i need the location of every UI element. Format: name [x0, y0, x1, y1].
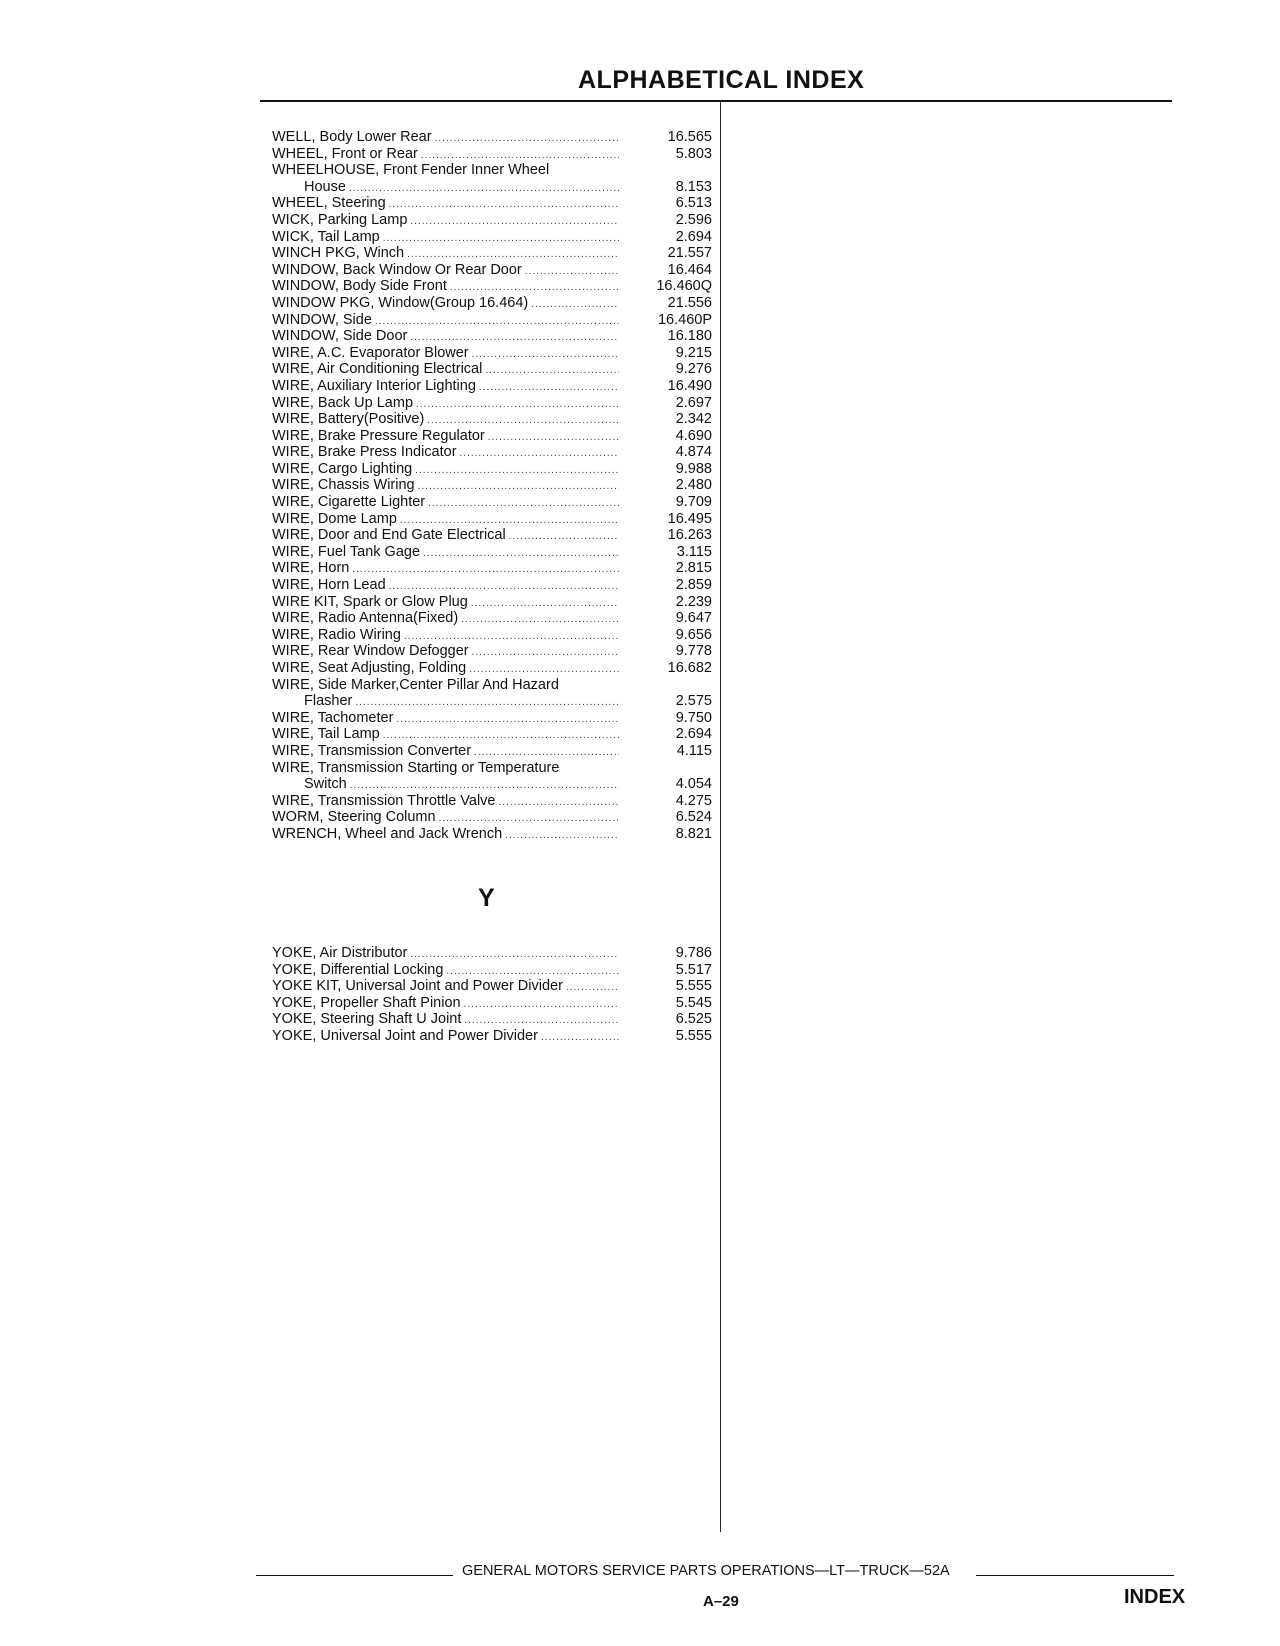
index-list-w	[272, 129, 720, 843]
entry-text: YOKE, Air Distributor	[272, 945, 408, 961]
entry-text: WIRE, Auxiliary Interior Lighting	[272, 377, 476, 394]
index-entry	[272, 809, 720, 826]
dot-leader	[472, 347, 619, 364]
entry-ref: 4.115	[676, 742, 712, 759]
entry-text: WINDOW, Side	[272, 311, 372, 328]
entry-text: WIRE, Rear Window Defogger	[272, 643, 469, 660]
column-divider	[720, 102, 721, 1532]
dot-leader	[488, 430, 619, 447]
index-entry	[272, 494, 720, 511]
entry-text: YOKE KIT, Universal Joint and Power Divider	[272, 978, 563, 995]
entry-text: YOKE, Differential Locking	[272, 961, 444, 978]
dot-leader	[485, 363, 619, 380]
index-entry	[272, 594, 720, 611]
index-entry	[272, 345, 720, 362]
dot-leader	[541, 1030, 619, 1047]
entry-ref: 5.545	[675, 994, 712, 1011]
entry-text: YOKE, Universal Joint and Power Divider	[272, 1027, 538, 1044]
section-letter-y: Y	[478, 884, 495, 912]
index-entry	[272, 395, 720, 412]
dot-leader	[352, 562, 619, 579]
entry-text: WIRE, Transmission Converter	[272, 742, 472, 759]
dot-leader	[416, 397, 619, 414]
entry-ref: 4.690	[675, 427, 712, 444]
entry-ref: 9.647	[675, 610, 712, 627]
entry-ref: 16.460P	[657, 311, 712, 328]
dot-leader	[460, 446, 619, 463]
entry-ref: 21.556	[667, 294, 712, 311]
index-entry	[272, 527, 720, 544]
entry-ref: 9.750	[675, 709, 712, 726]
index-entry	[272, 428, 720, 445]
dot-leader	[355, 695, 619, 712]
index-entry-continuation	[272, 776, 720, 793]
entry-ref: 4.054	[675, 776, 712, 793]
entry-ref: 5.555	[675, 1027, 712, 1044]
entry-ref: 5.803	[675, 145, 712, 162]
dot-leader	[375, 314, 619, 331]
index-entry	[272, 295, 720, 312]
entry-ref: 16.565	[667, 129, 712, 145]
entry-ref: 9.786	[675, 945, 712, 961]
entry-text: WORM, Steering Column	[272, 809, 436, 826]
entry-ref: 16.460Q	[656, 278, 712, 295]
entry-text: WIRE, Air Conditioning Electrical	[272, 361, 483, 378]
entry-ref: 6.525	[675, 1011, 712, 1028]
entry-text: YOKE, Steering Shaft U Joint	[272, 1011, 462, 1028]
entry-ref: 6.524	[675, 809, 712, 826]
index-entry	[272, 710, 720, 727]
entry-text: WIRE, Fuel Tank Gage	[272, 543, 421, 560]
index-entry	[272, 162, 720, 179]
footer-rule-right	[976, 1575, 1174, 1576]
entry-text: WICK, Parking Lamp	[272, 211, 408, 228]
index-entry	[272, 378, 720, 395]
entry-text: WIRE, Transmission Throttle Valve	[272, 792, 496, 809]
entry-text: WINDOW, Back Window Or Rear Door	[272, 261, 522, 278]
entry-text: WRENCH, Wheel and Jack Wrench	[272, 825, 503, 842]
entry-ref: 16.495	[667, 510, 712, 527]
index-entry	[272, 743, 720, 760]
index-entry	[272, 361, 720, 378]
dot-leader	[509, 529, 619, 546]
entry-ref: 9.709	[675, 494, 712, 511]
entry-text: YOKE, Propeller Shaft Pinion	[272, 994, 461, 1011]
entry-text: WIRE, Chassis Wiring	[272, 477, 415, 494]
entry-text: WHEEL, Front or Rear	[272, 145, 418, 162]
index-entry	[272, 726, 720, 743]
entry-ref: 9.778	[675, 643, 712, 660]
entry-text: WIRE, Brake Pressure Regulator	[272, 427, 485, 444]
dot-leader	[383, 231, 619, 248]
index-entry	[272, 328, 720, 345]
entry-text: WIRE KIT, Spark or Glow Plug	[272, 593, 468, 610]
index-entry	[272, 212, 720, 229]
index-entry	[272, 677, 720, 694]
dot-leader	[566, 980, 619, 997]
entry-ref: 5.555	[675, 978, 712, 995]
index-entry	[272, 411, 720, 428]
index-entry	[272, 610, 720, 627]
index-entry	[272, 245, 720, 262]
entry-text: WIRE, Cigarette Lighter	[272, 494, 426, 511]
entry-ref: 2.697	[675, 394, 712, 411]
index-entry	[272, 978, 720, 995]
entry-text: WINDOW, Side Door	[272, 328, 408, 345]
entry-text: WIRE, Radio Wiring	[272, 626, 401, 643]
entry-ref: 4.874	[675, 444, 712, 461]
page-title: ALPHABETICAL INDEX	[578, 66, 865, 94]
entry-ref: 2.575	[675, 693, 712, 710]
dot-leader	[389, 197, 619, 214]
title-rule	[260, 100, 1172, 102]
entry-ref: 5.517	[675, 961, 712, 978]
dot-leader	[435, 131, 619, 148]
entry-text: WIRE, Door and End Gate Electrical	[272, 527, 506, 544]
index-entry	[272, 544, 720, 561]
index-entry	[272, 195, 720, 212]
index-entry	[272, 312, 720, 329]
index-entry	[272, 560, 720, 577]
index-entry	[272, 627, 720, 644]
index-entry	[272, 146, 720, 163]
entry-text: WIRE, Side Marker,Center Pillar And Hazard	[272, 676, 559, 693]
dot-leader	[505, 828, 619, 845]
dot-leader	[471, 596, 619, 613]
footer-publisher: GENERAL MOTORS SERVICE PARTS OPERATIONS—LT—TRUCK—52A	[462, 1563, 950, 1579]
index-entry-continuation	[272, 179, 720, 196]
entry-text: WIRE, Brake Press Indicator	[272, 444, 457, 461]
index-entry	[272, 229, 720, 246]
dot-leader	[415, 463, 619, 480]
entry-text: WINDOW PKG, Window(Group 16.464)	[272, 294, 529, 311]
entry-text: WINDOW, Body Side Front	[272, 278, 447, 295]
index-entry	[272, 643, 720, 660]
entry-text: WELL, Body Lower Rear	[272, 129, 432, 145]
index-entry	[272, 577, 720, 594]
index-entry	[272, 511, 720, 528]
index-entry	[272, 1011, 720, 1028]
page-number: A–29	[703, 1593, 739, 1610]
entry-text: WIRE, Horn	[272, 560, 350, 577]
index-entry	[272, 793, 720, 810]
entry-ref: 8.153	[675, 178, 712, 195]
entry-text: WIRE, Tachometer	[272, 709, 394, 726]
dot-leader	[464, 997, 619, 1014]
index-entry	[272, 1028, 720, 1045]
dot-leader	[423, 546, 619, 563]
entry-ref: 2.596	[675, 211, 712, 228]
index-list-y	[272, 945, 720, 1045]
index-entry	[272, 760, 720, 777]
index-entry	[272, 477, 720, 494]
entry-text: WICK, Tail Lamp	[272, 228, 380, 245]
entry-text: Flasher	[304, 693, 353, 710]
entry-ref: 16.682	[667, 660, 712, 676]
dot-leader	[479, 380, 619, 397]
entry-ref: 2.694	[675, 228, 712, 245]
dot-leader	[498, 795, 619, 812]
entry-text: WIRE, Seat Adjusting, Folding	[272, 660, 467, 676]
entry-ref: 9.276	[675, 361, 712, 378]
index-entry	[272, 278, 720, 295]
entry-ref: 2.859	[675, 577, 712, 594]
dot-leader	[418, 479, 619, 496]
entry-ref: 16.464	[667, 261, 712, 278]
section-tab: INDEX	[1124, 1586, 1186, 1608]
dot-leader	[531, 297, 619, 314]
entry-ref: 3.115	[676, 543, 712, 560]
dot-leader	[428, 496, 619, 513]
index-entry-continuation	[272, 693, 720, 710]
entry-text: WIRE, Back Up Lamp	[272, 394, 414, 411]
entry-text: WIRE, Transmission Starting or Temperature	[272, 759, 560, 776]
entry-ref: 2.342	[675, 411, 712, 428]
dot-leader	[396, 712, 619, 729]
index-entry	[272, 945, 720, 962]
entry-ref: 2.480	[675, 477, 712, 494]
index-entry	[272, 826, 720, 843]
dot-leader	[525, 264, 619, 281]
index-entry	[272, 461, 720, 478]
index-entry	[272, 660, 720, 677]
index-entry	[272, 444, 720, 461]
entry-text: WINCH PKG, Winch	[272, 245, 405, 262]
entry-ref: 2.815	[675, 560, 712, 577]
entry-ref: 16.490	[667, 377, 712, 394]
entry-text: WIRE, Radio Antenna(Fixed)	[272, 610, 459, 627]
index-entry	[272, 129, 720, 146]
footer-rule-left	[256, 1575, 453, 1576]
entry-ref: 6.513	[675, 195, 712, 212]
entry-text: Switch	[304, 776, 347, 793]
entry-text: WIRE, Horn Lead	[272, 577, 386, 594]
entry-ref: 4.275	[675, 792, 712, 809]
entry-text: WHEEL, Steering	[272, 195, 386, 212]
entry-ref: 8.821	[675, 825, 712, 842]
entry-text: WIRE, Cargo Lighting	[272, 460, 413, 477]
dot-leader	[410, 214, 619, 231]
entry-ref: 9.988	[675, 460, 712, 477]
entry-ref: 16.263	[667, 527, 712, 544]
entry-text: WIRE, Battery(Positive)	[272, 411, 425, 428]
dot-leader	[349, 181, 619, 198]
entry-text: WIRE, Dome Lamp	[272, 510, 397, 527]
index-entry	[272, 262, 720, 279]
entry-ref: 16.180	[667, 328, 712, 345]
dot-leader	[461, 612, 619, 629]
index-entry	[272, 962, 720, 979]
entry-ref: 2.239	[675, 593, 712, 610]
entry-text: WIRE, Tail Lamp	[272, 726, 380, 743]
entry-text: House	[304, 178, 346, 195]
entry-ref: 21.557	[667, 245, 712, 262]
index-entry	[272, 995, 720, 1012]
entry-ref: 9.656	[675, 626, 712, 643]
dot-leader	[472, 645, 619, 662]
entry-ref: 9.215	[675, 344, 712, 361]
entry-ref: 2.694	[675, 726, 712, 743]
entry-text: WHEELHOUSE, Front Fender Inner Wheel	[272, 162, 550, 179]
entry-text: WIRE, A.C. Evaporator Blower	[272, 344, 469, 361]
